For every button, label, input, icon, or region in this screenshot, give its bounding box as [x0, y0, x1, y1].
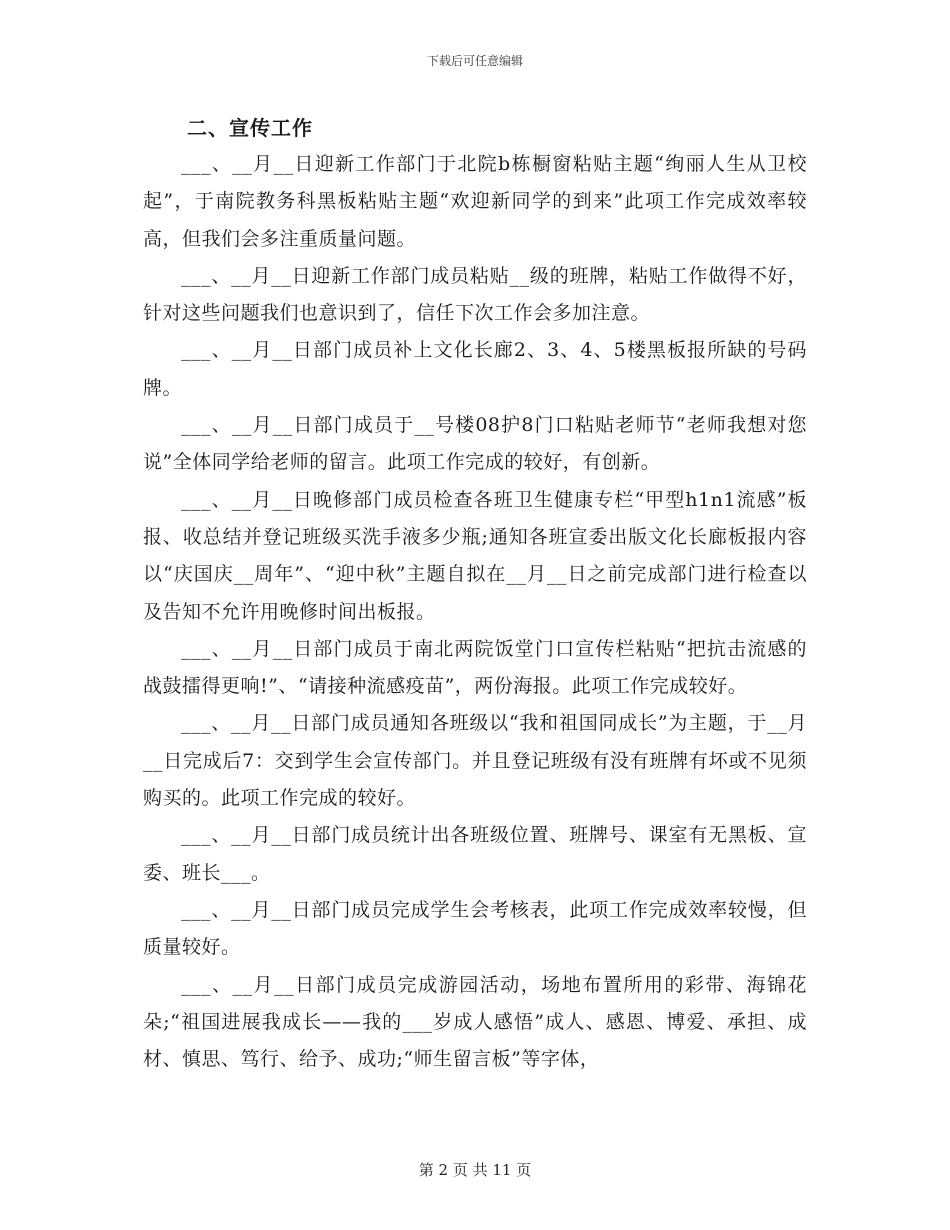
paragraph: ___、__月__日部门成员通知各班级以“我和祖国同成长”为主题，于__月__日完成后7：交到学生会宣传部门。并且登记班级有没有班牌有坏或不见须购买的。此项工作完成的较好。 [143, 712, 807, 810]
paragraph: ___、__月__日部门成员完成学生会考核表，此项工作完成效率较慢，但质量较好。 [143, 898, 807, 959]
section-heading: 二、宣传工作 [187, 116, 313, 140]
paragraph: ___、__月__日部门成员于南北两院饭堂门口宣传栏粘贴“把抗击流感的战鼓擂得更响!”、“请接种流感疫苗”，两份海报。此项工作完成较好。 [143, 637, 807, 698]
paragraph: ___、__月__日部门成员补上文化长廊2、3、4、5楼黑板报所缺的号码牌。 [143, 339, 807, 399]
paragraph: ___、__月__日迎新工作部门成员粘贴__级的班牌，粘贴工作做得不好，针对这些问题我们也意识到了，信任下次工作会多加注意。 [143, 264, 807, 325]
document-body [143, 110, 807, 1078]
paragraph: ___、__月__日迎新工作部门于北院b栋橱窗粘贴主题“绚丽人生从卫校起”，于南院教务科黑板粘贴主题“欢迎新同学的到来”此项工作完成效率较高，但我们会多注重质量问题。 [143, 153, 807, 250]
page-number-footer: 第 2 页 共 11 页 [418, 1161, 532, 1179]
page-header-note: 下载后可任意编辑 [426, 54, 523, 68]
paragraph: ___、__月__日部门成员统计出各班级位置、班牌号、课室有无黑板、宣委、班长___。 [143, 824, 807, 884]
paragraph: ___、__月__日部门成员完成游园活动，场地布置所用的彩带、海锦花朵;“祖国进展我成长——我的___岁成人感悟”成人、感恩、博爱、承担、成材、慎思、笃行、给予、成功;“师生留言板”等字体， [143, 973, 807, 1071]
paragraph: ___、__月__日晚修部门成员检查各班卫生健康专栏“甲型h1n1流感”板报、收总结并登记班级买洗手液多少瓶;通知各班宣委出版文化长廊板报内容以“庆国庆__周年”、“迎中秋”主题自拟在__月__日之前完成部门进行检查以及告知不允许用晚修时间出板报。 [143, 488, 807, 623]
paragraph: ___、__月__日部门成员于__号楼08护8门口粘贴老师节“老师我想对您说”全体同学给老师的留言。此项工作完成的较好，有创新。 [143, 414, 807, 474]
